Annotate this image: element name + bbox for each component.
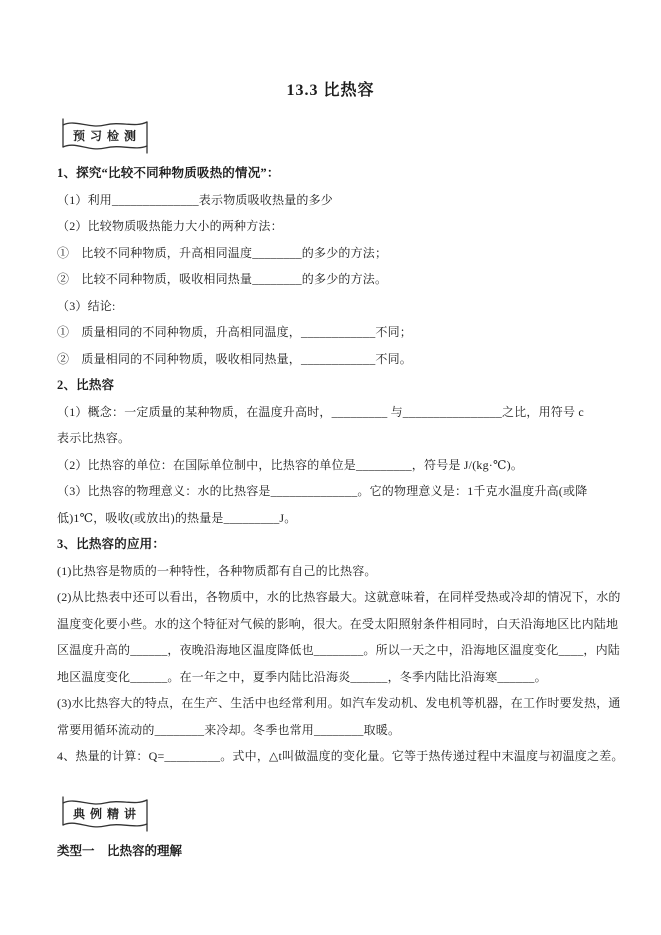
text-line: 低)1℃，吸收(或放出)的热量是_________J。 bbox=[57, 510, 297, 525]
text-line: 表示比热容。 bbox=[57, 431, 131, 445]
preview-banner bbox=[57, 116, 153, 156]
text-line: （3）结论: bbox=[57, 298, 116, 313]
page-title: 13.3 比热容 bbox=[286, 82, 375, 99]
text-line: ② 比较不同种物质，吸收相同热量________的多少的方法。 bbox=[57, 272, 388, 286]
text-line: ① 比较不同种物质，升高相同温度________的多少的方法； bbox=[57, 245, 388, 260]
text-line: (2)从比热表中还可以看出，各物质中，水的比热容最大。这就意味着，在同样受热或冷却的情况下，水的 bbox=[57, 590, 621, 604]
text-line: 2、比热容 bbox=[57, 378, 115, 392]
text-line: ① 质量相同的不同种物质，升高相同温度，____________不同； bbox=[57, 325, 413, 339]
text-line: （2）比较物质吸热能力大小的两种方法： bbox=[57, 219, 283, 233]
text-line: （3）比热容的物理意义：水的比热容是______________。它的物理意义是：1千克水温度升高(或降 bbox=[57, 484, 588, 498]
content-lines bbox=[0, 158, 661, 770]
text-line: 常要用循环流动的________来冷却。冬季也常用________取暖。 bbox=[57, 722, 401, 737]
text-line: ② 质量相同的不同种物质，吸收相同热量，____________不同。 bbox=[57, 351, 413, 366]
text-line: 4、热量的计算：Q=_________。式中，△t叫做温度的变化量。它等于热传递过程中末温度与初温度之差。 bbox=[57, 749, 624, 763]
text-line: 1、探究“比较不同种物质吸热的情况”： bbox=[57, 166, 280, 180]
text-line: 温度变化要小些。水的这个特征对气候的影响，很大。在受太阳照射条件相同时，白天沿海地区比内陆地 bbox=[57, 616, 619, 631]
examples-banner-label: 典 例 精 讲 bbox=[72, 806, 137, 821]
text-line: 地区温度变化______。在一年之中，夏季内陆比沿海炎______，冬季内陆比沿海寒______。 bbox=[57, 669, 547, 684]
type-heading: 类型一 比热容的理解 bbox=[57, 843, 183, 858]
text-line: （1）利用______________表示物质吸收热量的多少 bbox=[57, 192, 334, 207]
preview-banner-label: 预 习 检 测 bbox=[72, 129, 137, 143]
text-line: （2）比热容的单位：在国际单位制中，比热容的单位是_________，符号是 J/(kg·℃)。 bbox=[57, 457, 524, 472]
text-line: (1)比热容是物质的一种特性，各种物质都有自己的比热容。 bbox=[57, 563, 377, 578]
text-line: (3)水比热容大的特点，在生产、生活中也经常利用。如汽车发动机、发电机等机器，在工作时要发热，通 bbox=[57, 696, 621, 710]
examples-banner bbox=[57, 794, 153, 834]
text-line: （1）概念：一定质量的某种物质，在温度升高时，_________ 与________________之比，用符号 c bbox=[57, 404, 584, 419]
text-line: 区温度升高的______，夜晚沿海地区温度降低也________。所以一天之中，沿海地区温度变化____，内陆 bbox=[57, 643, 621, 657]
text-line: 3、比热容的应用： bbox=[57, 537, 166, 551]
